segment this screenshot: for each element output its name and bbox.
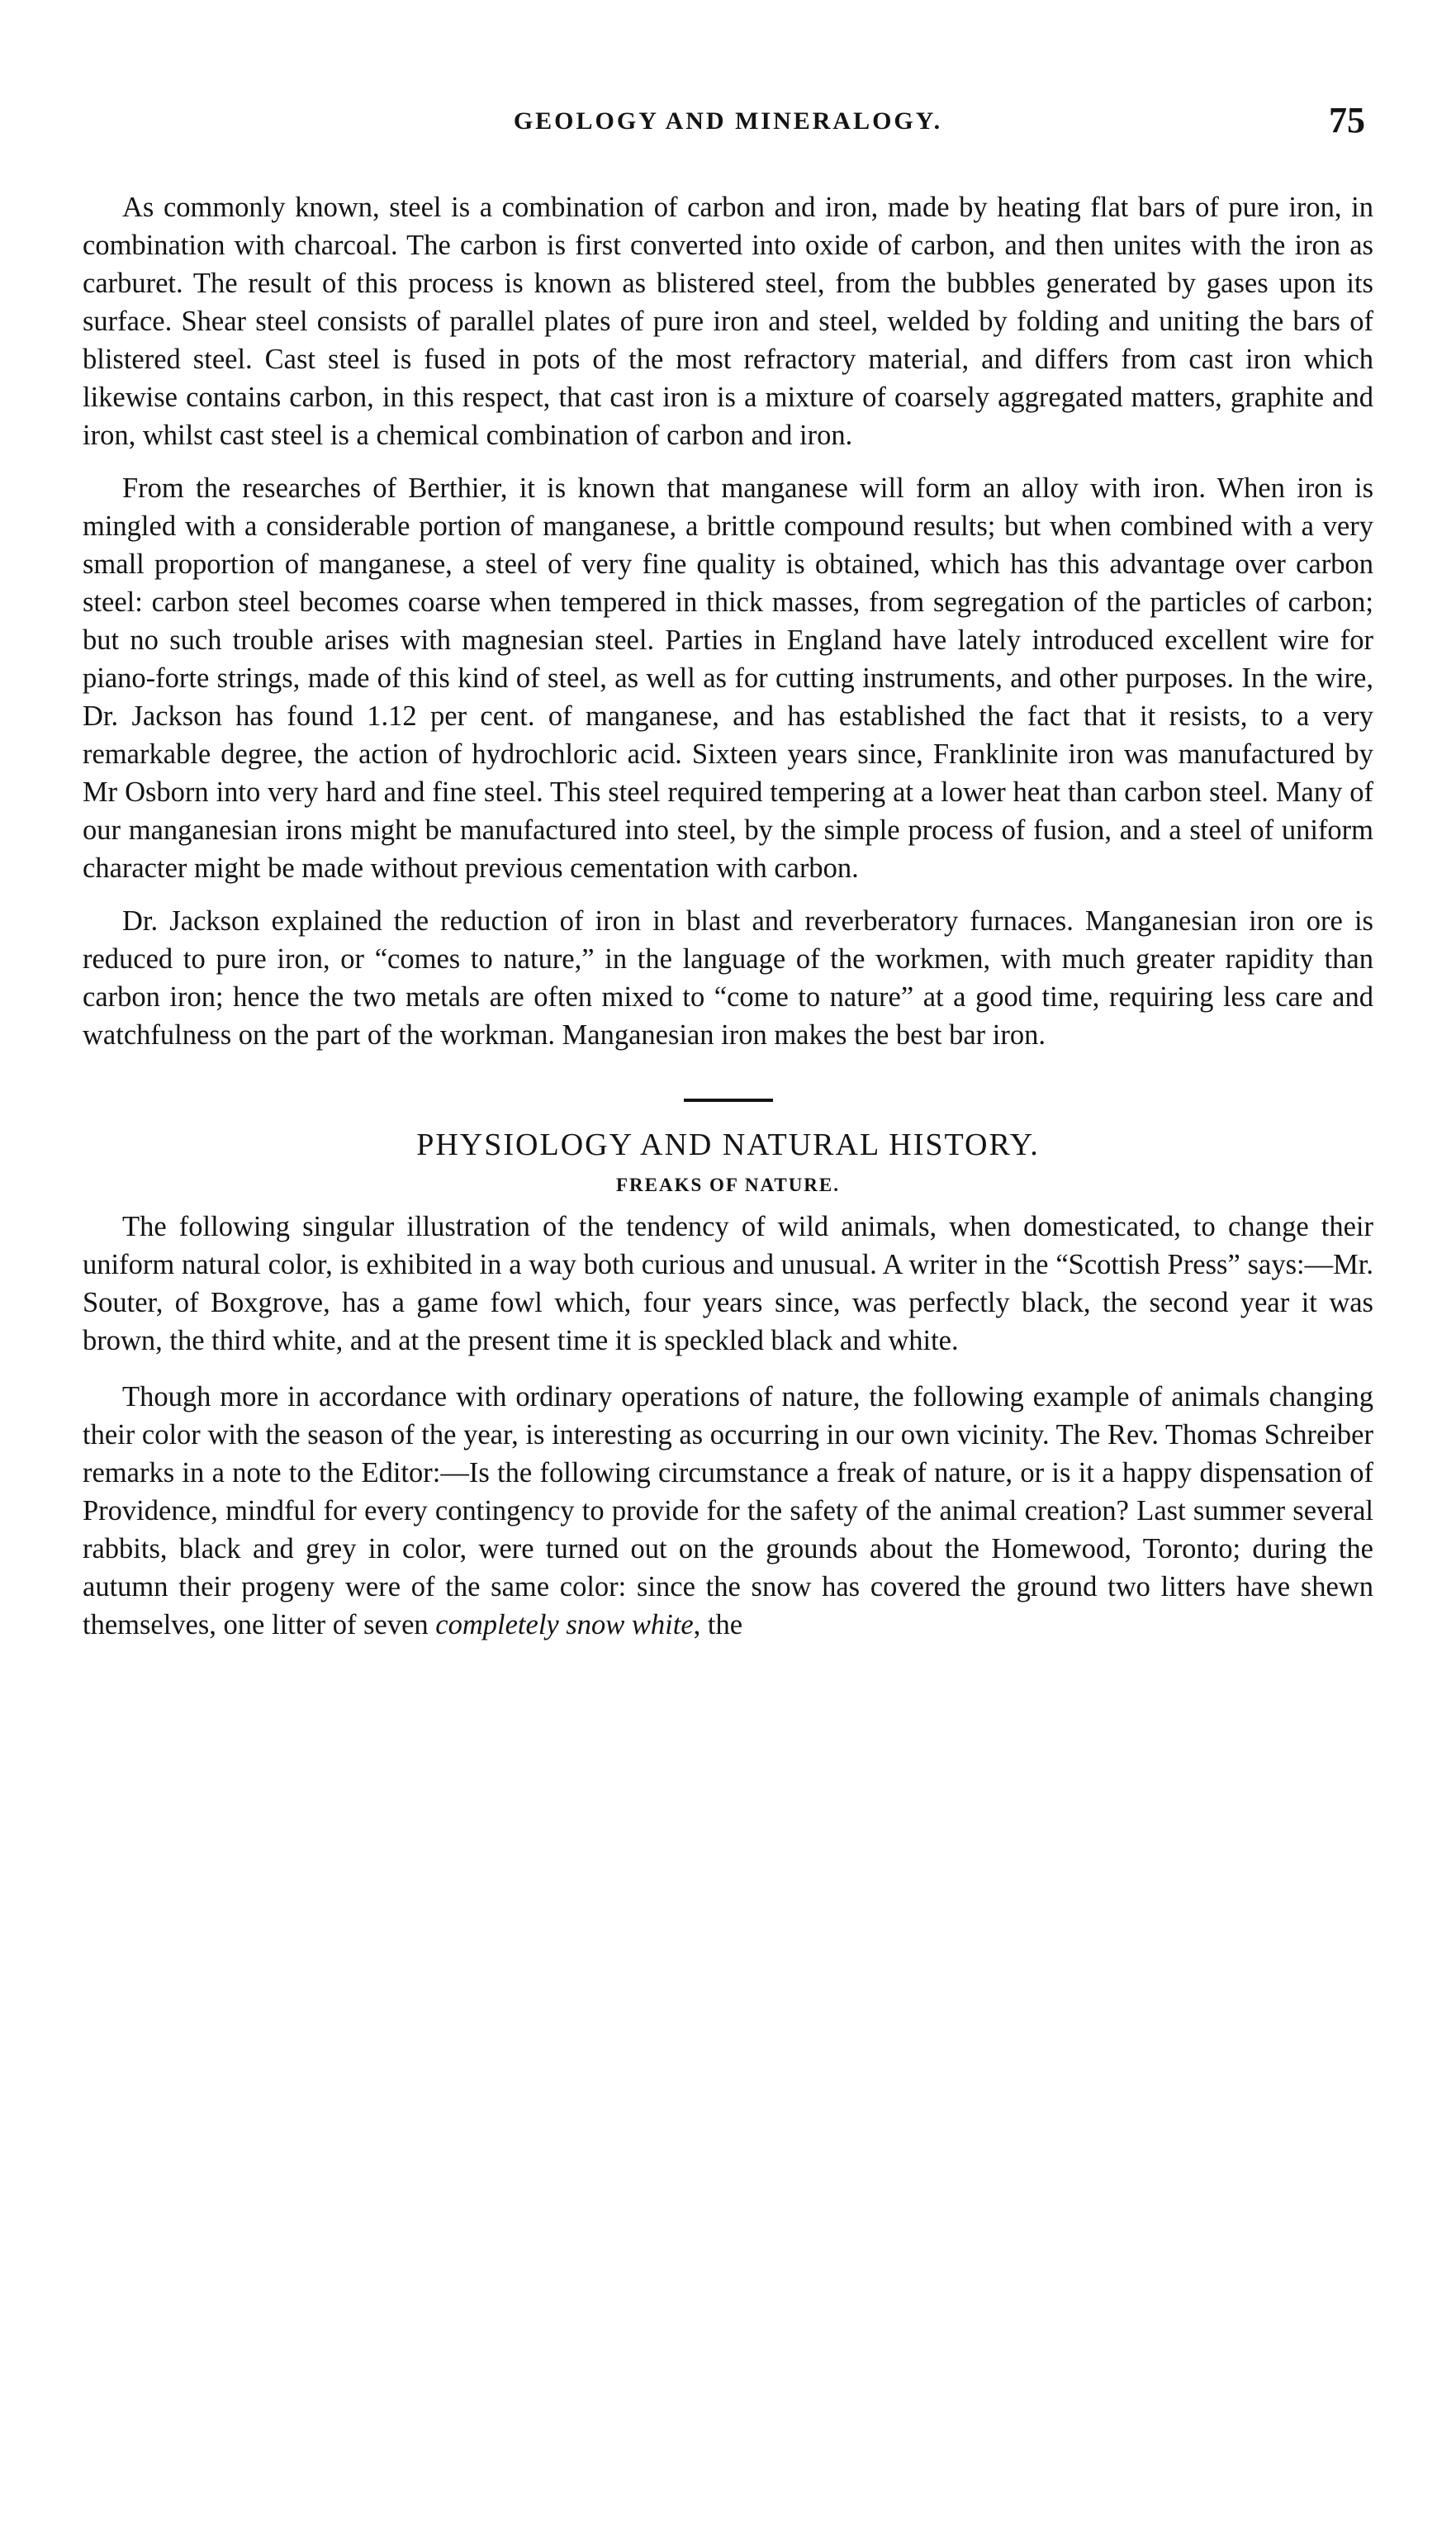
page-number: 75 (1329, 100, 1365, 140)
paragraph-2-text: Though more in accordance with ordinary operations of nature, the following example of animals changing their color with the season of the year, is interesting as occurring in our own vicinity. The Rev. Thomas Schreiber remarks in a note to the Editor:—Is the following circumstance a freak of nature, or is it a happy dispensation of Providence, mindful for every contingency to provide for the safety of the animal creation? Last summer several rabbits, black and grey in color, were turned out on the grounds about the Homewood, Toronto; during the autumn their progeny were of the same color: since the snow has covered the ground two litters have shewn themselves, one litter of seven (83, 1381, 1373, 1640)
physiology-paragraph-2 (83, 1378, 1373, 1644)
section-heading: PHYSIOLOGY AND NATURAL HISTORY. (416, 1128, 1040, 1162)
section-divider (684, 1099, 773, 1102)
page-body (83, 188, 1373, 1659)
paragraph-2-tail: , the (693, 1609, 743, 1640)
geology-paragraph-1: As commonly known, steel is a combination of carbon and iron, made by heating flat bars of pure iron, in combination with charcoal. The carbon is first converted into oxide of carbon, and then unites with the iron as carburet. The result of this process is known as blistered steel, from the bubbles generated by gases upon its surface. Shear steel consists of parallel plates of pure iron and steel, welded by folding and uniting the bars of blistered steel. Cast steel is fused in pots of the most refractory material, and differs from cast iron which likewise contains carbon, in this respect, that cast iron is a mixture of coarsely aggregated matters, graphite and iron, whilst cast steel is a chemical combination of carbon and iron. (83, 192, 1373, 451)
running-head (0, 100, 1456, 157)
physiology-paragraph-1: The following singular illustration of the tendency of wild animals, when domesticated, to change their uniform natural color, is exhibited in a way both curious and unusual. A writer in the “Scottish Press” says:—Mr. Souter, of Boxgrove, has a game fowl which, four years since, was perfectly black, the second year it was brown, the third white, and at the present time it is speckled black and white. (83, 1211, 1373, 1356)
geology-paragraph-3: Dr. Jackson explained the reduction of iron in blast and reverberatory furnaces. Manganesian iron ore is reduced to pure iron, or “comes to nature,” in the language of the workmen, with much greater rapidity than carbon iron; hence the two metals are often mixed to “come to nature” at a good time, requiring less care and watchfulness on the part of the workman. Manganesian iron makes the best bar iron. (83, 905, 1373, 1051)
running-title: GEOLOGY AND MINERALOGY. (513, 107, 943, 135)
article-subheading: FREAKS OF NATURE. (615, 1175, 841, 1195)
emphasis-text: completely snow white (435, 1609, 694, 1640)
geology-paragraph-2: From the researches of Berthier, it is known that manganese will form an alloy with iron. When iron is mingled with a considerable portion of manganese, a brittle compound results; but when combined with a very small proportion of manganese, a steel of very fine quality is obtained, which has this advantage over carbon steel: carbon steel becomes coarse when tempered in thick masses, from segregation of the particles of carbon; but no such trouble arises with magnesian steel. Parties in England have lately introduced excellent wire for piano-forte strings, made of this kind of steel, as well as for cutting instruments, and other purposes. In the wire, Dr. Jackson has found 1.12 per cent. of manganese, and has established the fact that it resists, to a very remarkable degree, the action of hydrochloric acid. Sixteen years since, Franklinite iron was manufactured by Mr Osborn into very hard and fine steel. This steel required tempering at a lower heat than carbon steel. Many of our manganesian irons might be manufactured into steel, by the simple process of fusion, and a steel of uniform character might be made without previous cementation with carbon. (83, 472, 1373, 884)
